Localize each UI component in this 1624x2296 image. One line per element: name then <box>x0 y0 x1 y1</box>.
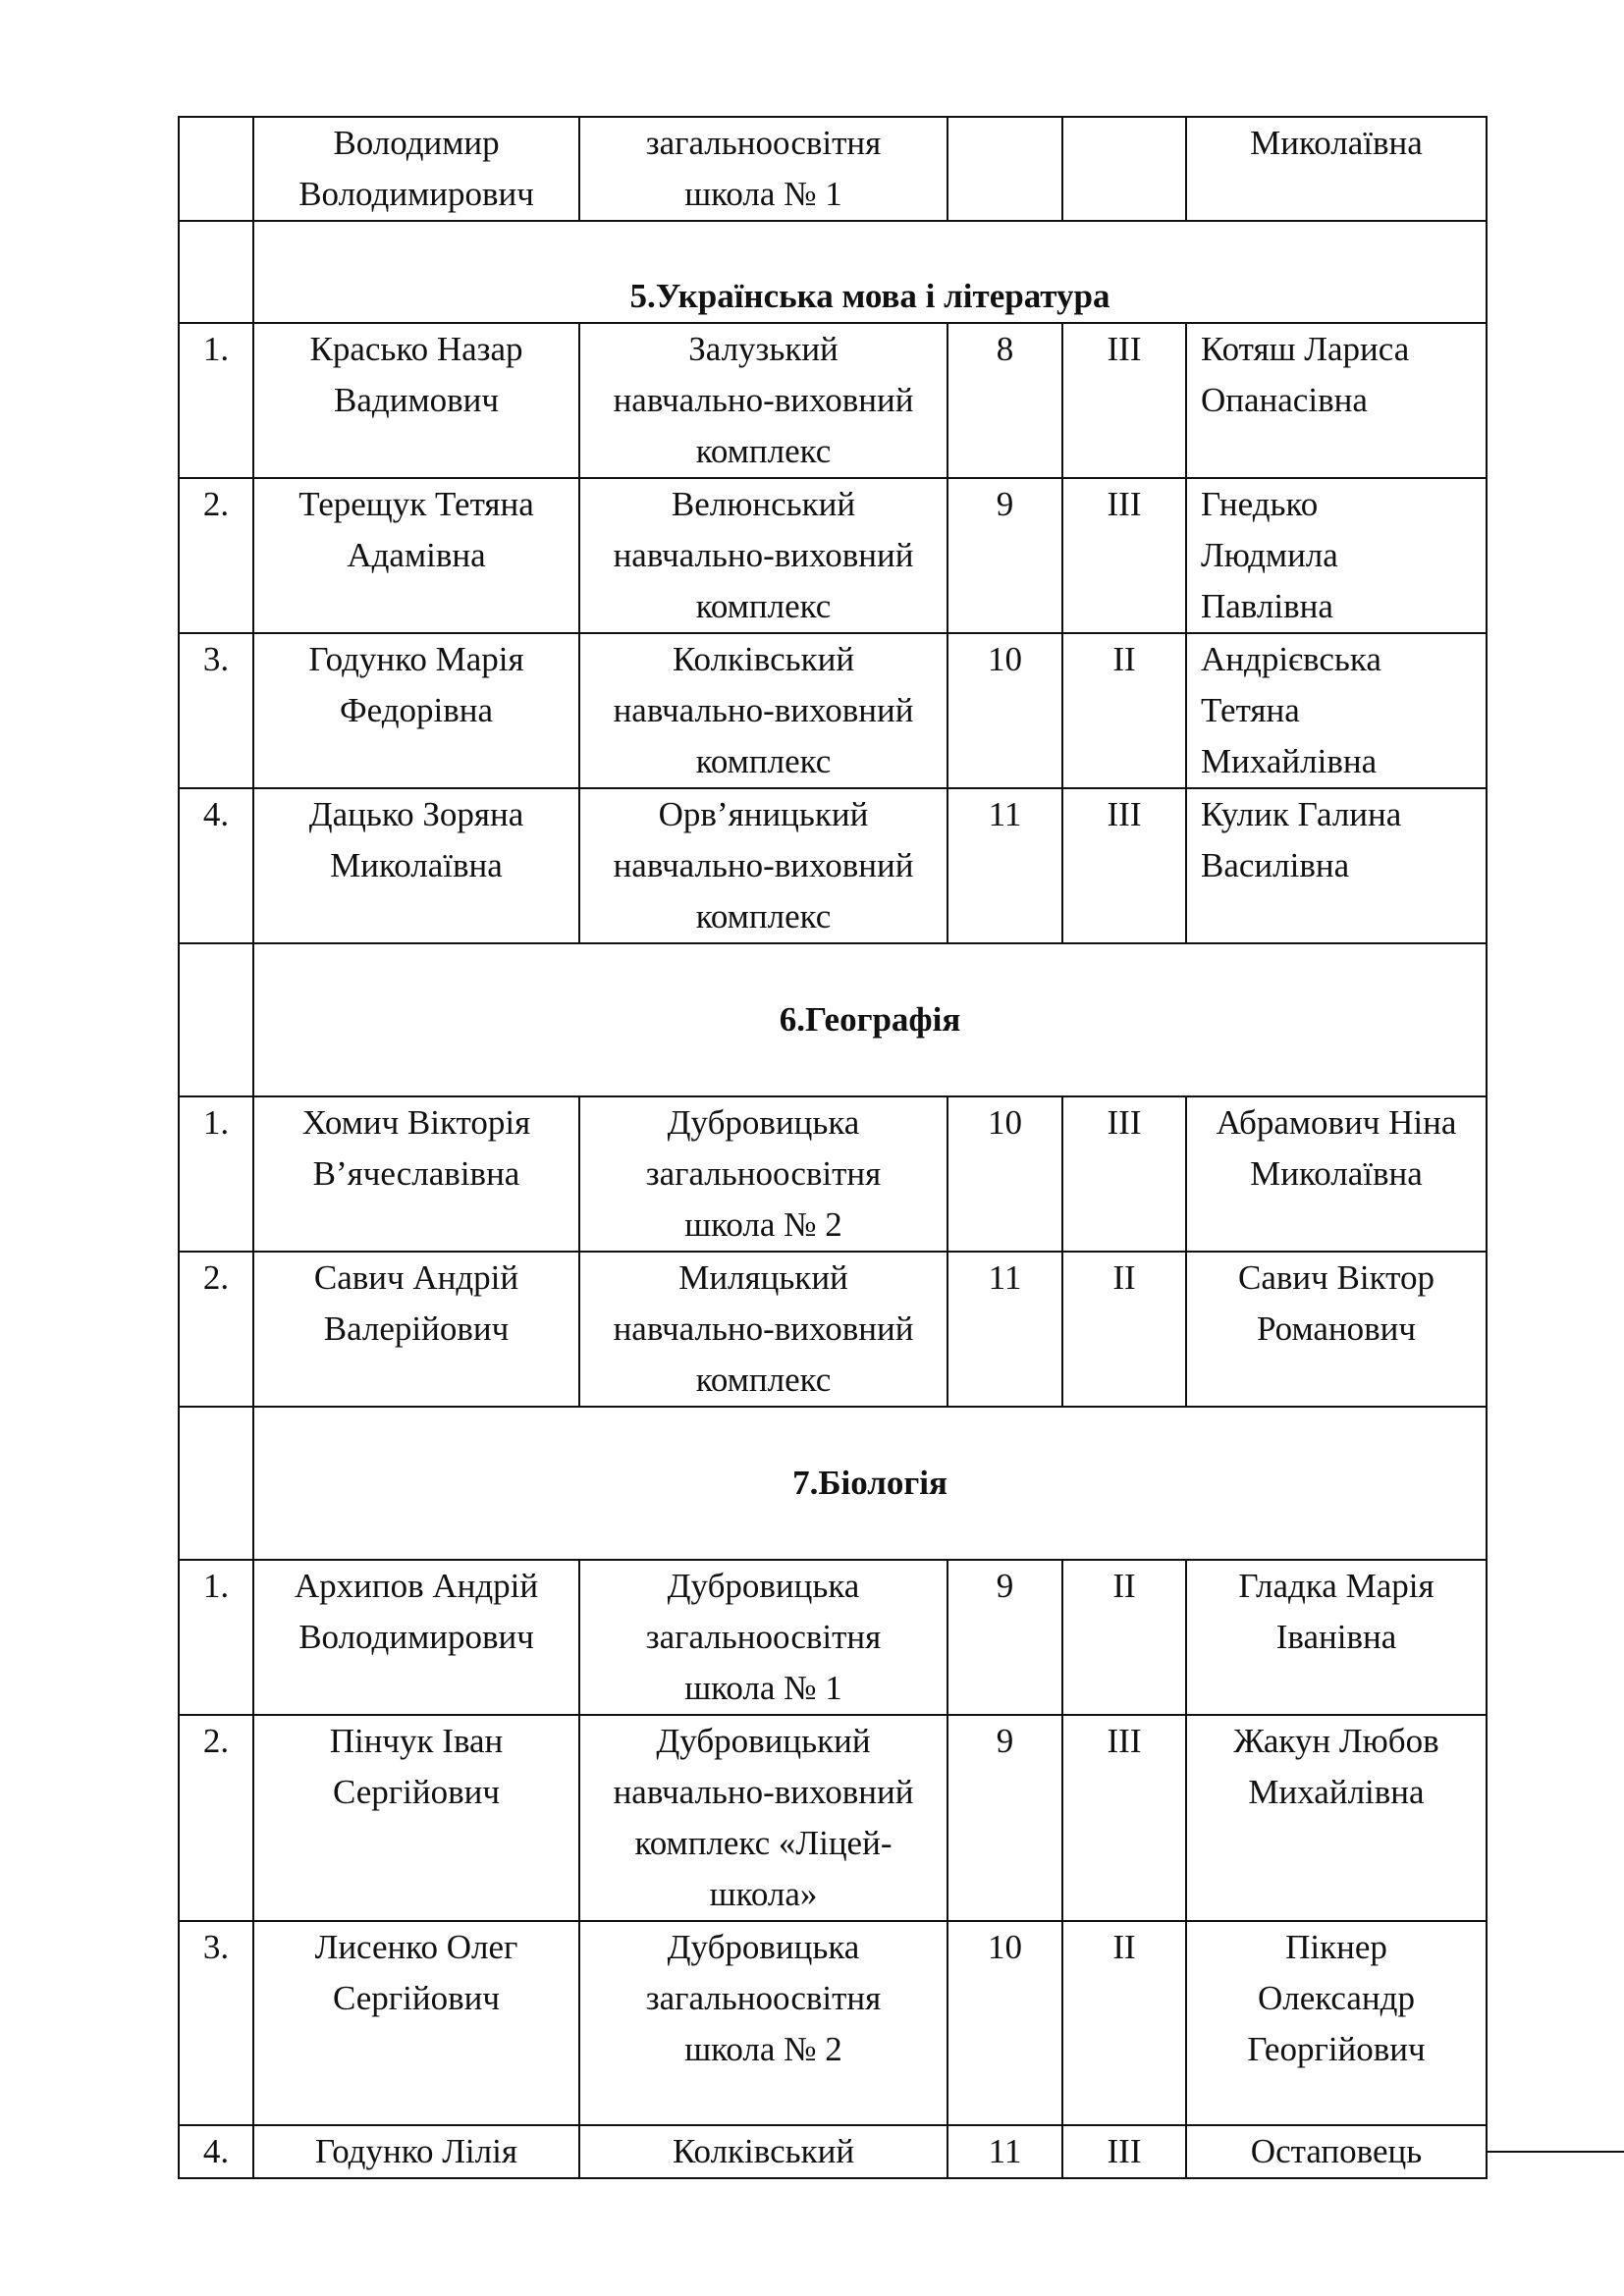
row-number-cell <box>179 943 253 1096</box>
school-cell: Колківський <box>579 2125 947 2178</box>
student-name-cell: Лисенко Олег Сергійович <box>253 1921 579 2125</box>
olympiad-results-table <box>178 116 1488 2179</box>
section-title: 7.Біологія <box>253 1407 1487 1560</box>
table-row-continuation <box>179 117 1487 221</box>
row-number-cell: 4. <box>179 788 253 943</box>
table-row <box>179 633 1487 788</box>
grade-cell: 11 <box>947 788 1062 943</box>
row-number-cell: 1. <box>179 323 253 478</box>
place-cell: III <box>1062 1096 1186 1252</box>
table-row <box>179 1252 1487 1407</box>
row-number-cell: 2. <box>179 1715 253 1921</box>
row-number-cell: 1. <box>179 1560 253 1715</box>
school-cell: Дубровицька загальноосвітня школа № 2 <box>579 1921 947 2125</box>
place-cell: III <box>1062 2125 1186 2178</box>
teacher-cell: Остаповець <box>1186 2125 1487 2178</box>
student-name-cell: Терещук Тетяна Адамівна <box>253 478 579 633</box>
place-cell: III <box>1062 788 1186 943</box>
row-number-cell: 2. <box>179 1252 253 1407</box>
row-number-cell: 3. <box>179 1921 253 2125</box>
grade-cell <box>947 117 1062 221</box>
school-cell: Дубровицький навчально-виховний комплекс «Ліцей- школа» <box>579 1715 947 1921</box>
place-cell: III <box>1062 323 1186 478</box>
student-name-cell: Красько Назар Вадимович <box>253 323 579 478</box>
grade-cell: 9 <box>947 1560 1062 1715</box>
section-title: 6.Географія <box>253 943 1487 1096</box>
teacher-cell: Андрієвська Тетяна Михайлівна <box>1186 633 1487 788</box>
grade-cell: 10 <box>947 1096 1062 1252</box>
student-name-cell: Годунко Лілія <box>253 2125 579 2178</box>
grade-cell: 10 <box>947 633 1062 788</box>
grade-cell: 9 <box>947 1715 1062 1921</box>
teacher-cell: Миколаївна <box>1186 117 1487 221</box>
section-heading-row <box>179 221 1487 323</box>
student-name-cell: Дацько Зоряна Миколаївна <box>253 788 579 943</box>
row-number-cell <box>179 117 253 221</box>
table-row <box>179 323 1487 478</box>
row-number-cell: 4. <box>179 2125 253 2178</box>
teacher-cell: Гладка Марія Іванівна <box>1186 1560 1487 1715</box>
table-row <box>179 1560 1487 1715</box>
student-name-cell: Пінчук Іван Сергійович <box>253 1715 579 1921</box>
school-cell: Дубровицька загальноосвітня школа № 1 <box>579 1560 947 1715</box>
section-title: 5.Українська мова і література <box>253 221 1487 323</box>
student-name-cell: Архипов Андрій Володимирович <box>253 1560 579 1715</box>
section-heading-row <box>179 943 1487 1096</box>
table-row <box>179 1096 1487 1252</box>
teacher-cell: Пікнер Олександр Георгійович <box>1186 1921 1487 2125</box>
grade-cell: 8 <box>947 323 1062 478</box>
table-row <box>179 788 1487 943</box>
table-row <box>179 1715 1487 1921</box>
student-name-cell: Савич Андрій Валерійович <box>253 1252 579 1407</box>
grade-cell: 11 <box>947 1252 1062 1407</box>
teacher-cell: Котяш Лариса Опанасівна <box>1186 323 1487 478</box>
teacher-cell: Кулик Галина Василівна <box>1186 788 1487 943</box>
row-number-cell <box>179 1407 253 1560</box>
student-name-cell: Годунко Марія Федорівна <box>253 633 579 788</box>
grade-cell: 11 <box>947 2125 1062 2178</box>
row-number-cell: 3. <box>179 633 253 788</box>
student-name-cell: Володимир Володимирович <box>253 117 579 221</box>
teacher-cell: Абрамович Ніна Миколаївна <box>1186 1096 1487 1252</box>
row-number-cell: 2. <box>179 478 253 633</box>
grade-cell: 9 <box>947 478 1062 633</box>
school-cell: Залузький навчально-виховний комплекс <box>579 323 947 478</box>
school-cell: Дубровицька загальноосвітня школа № 2 <box>579 1096 947 1252</box>
row-number-cell <box>179 221 253 323</box>
school-cell: Орв’яницький навчально-виховний комплекс <box>579 788 947 943</box>
teacher-cell: Жакун Любов Михайлівна <box>1186 1715 1487 1921</box>
school-cell: Колківський навчально-виховний комплекс <box>579 633 947 788</box>
school-cell: загальноосвітня школа № 1 <box>579 117 947 221</box>
place-cell: II <box>1062 1560 1186 1715</box>
place-cell: II <box>1062 1921 1186 2125</box>
place-cell <box>1062 117 1186 221</box>
table-row <box>179 478 1487 633</box>
table-bottom-rule <box>1486 2151 1624 2153</box>
place-cell: II <box>1062 1252 1186 1407</box>
teacher-cell: Гнедько Людмила Павлівна <box>1186 478 1487 633</box>
student-name-cell: Хомич Вікторія В’ячеславівна <box>253 1096 579 1252</box>
place-cell: III <box>1062 1715 1186 1921</box>
table-row <box>179 1921 1487 2125</box>
grade-cell: 10 <box>947 1921 1062 2125</box>
section-heading-row <box>179 1407 1487 1560</box>
teacher-cell: Савич Віктор Романович <box>1186 1252 1487 1407</box>
place-cell: II <box>1062 633 1186 788</box>
place-cell: III <box>1062 478 1186 633</box>
table-row <box>179 2125 1487 2178</box>
school-cell: Велюнський навчально-виховний комплекс <box>579 478 947 633</box>
row-number-cell: 1. <box>179 1096 253 1252</box>
school-cell: Миляцький навчально-виховний комплекс <box>579 1252 947 1407</box>
